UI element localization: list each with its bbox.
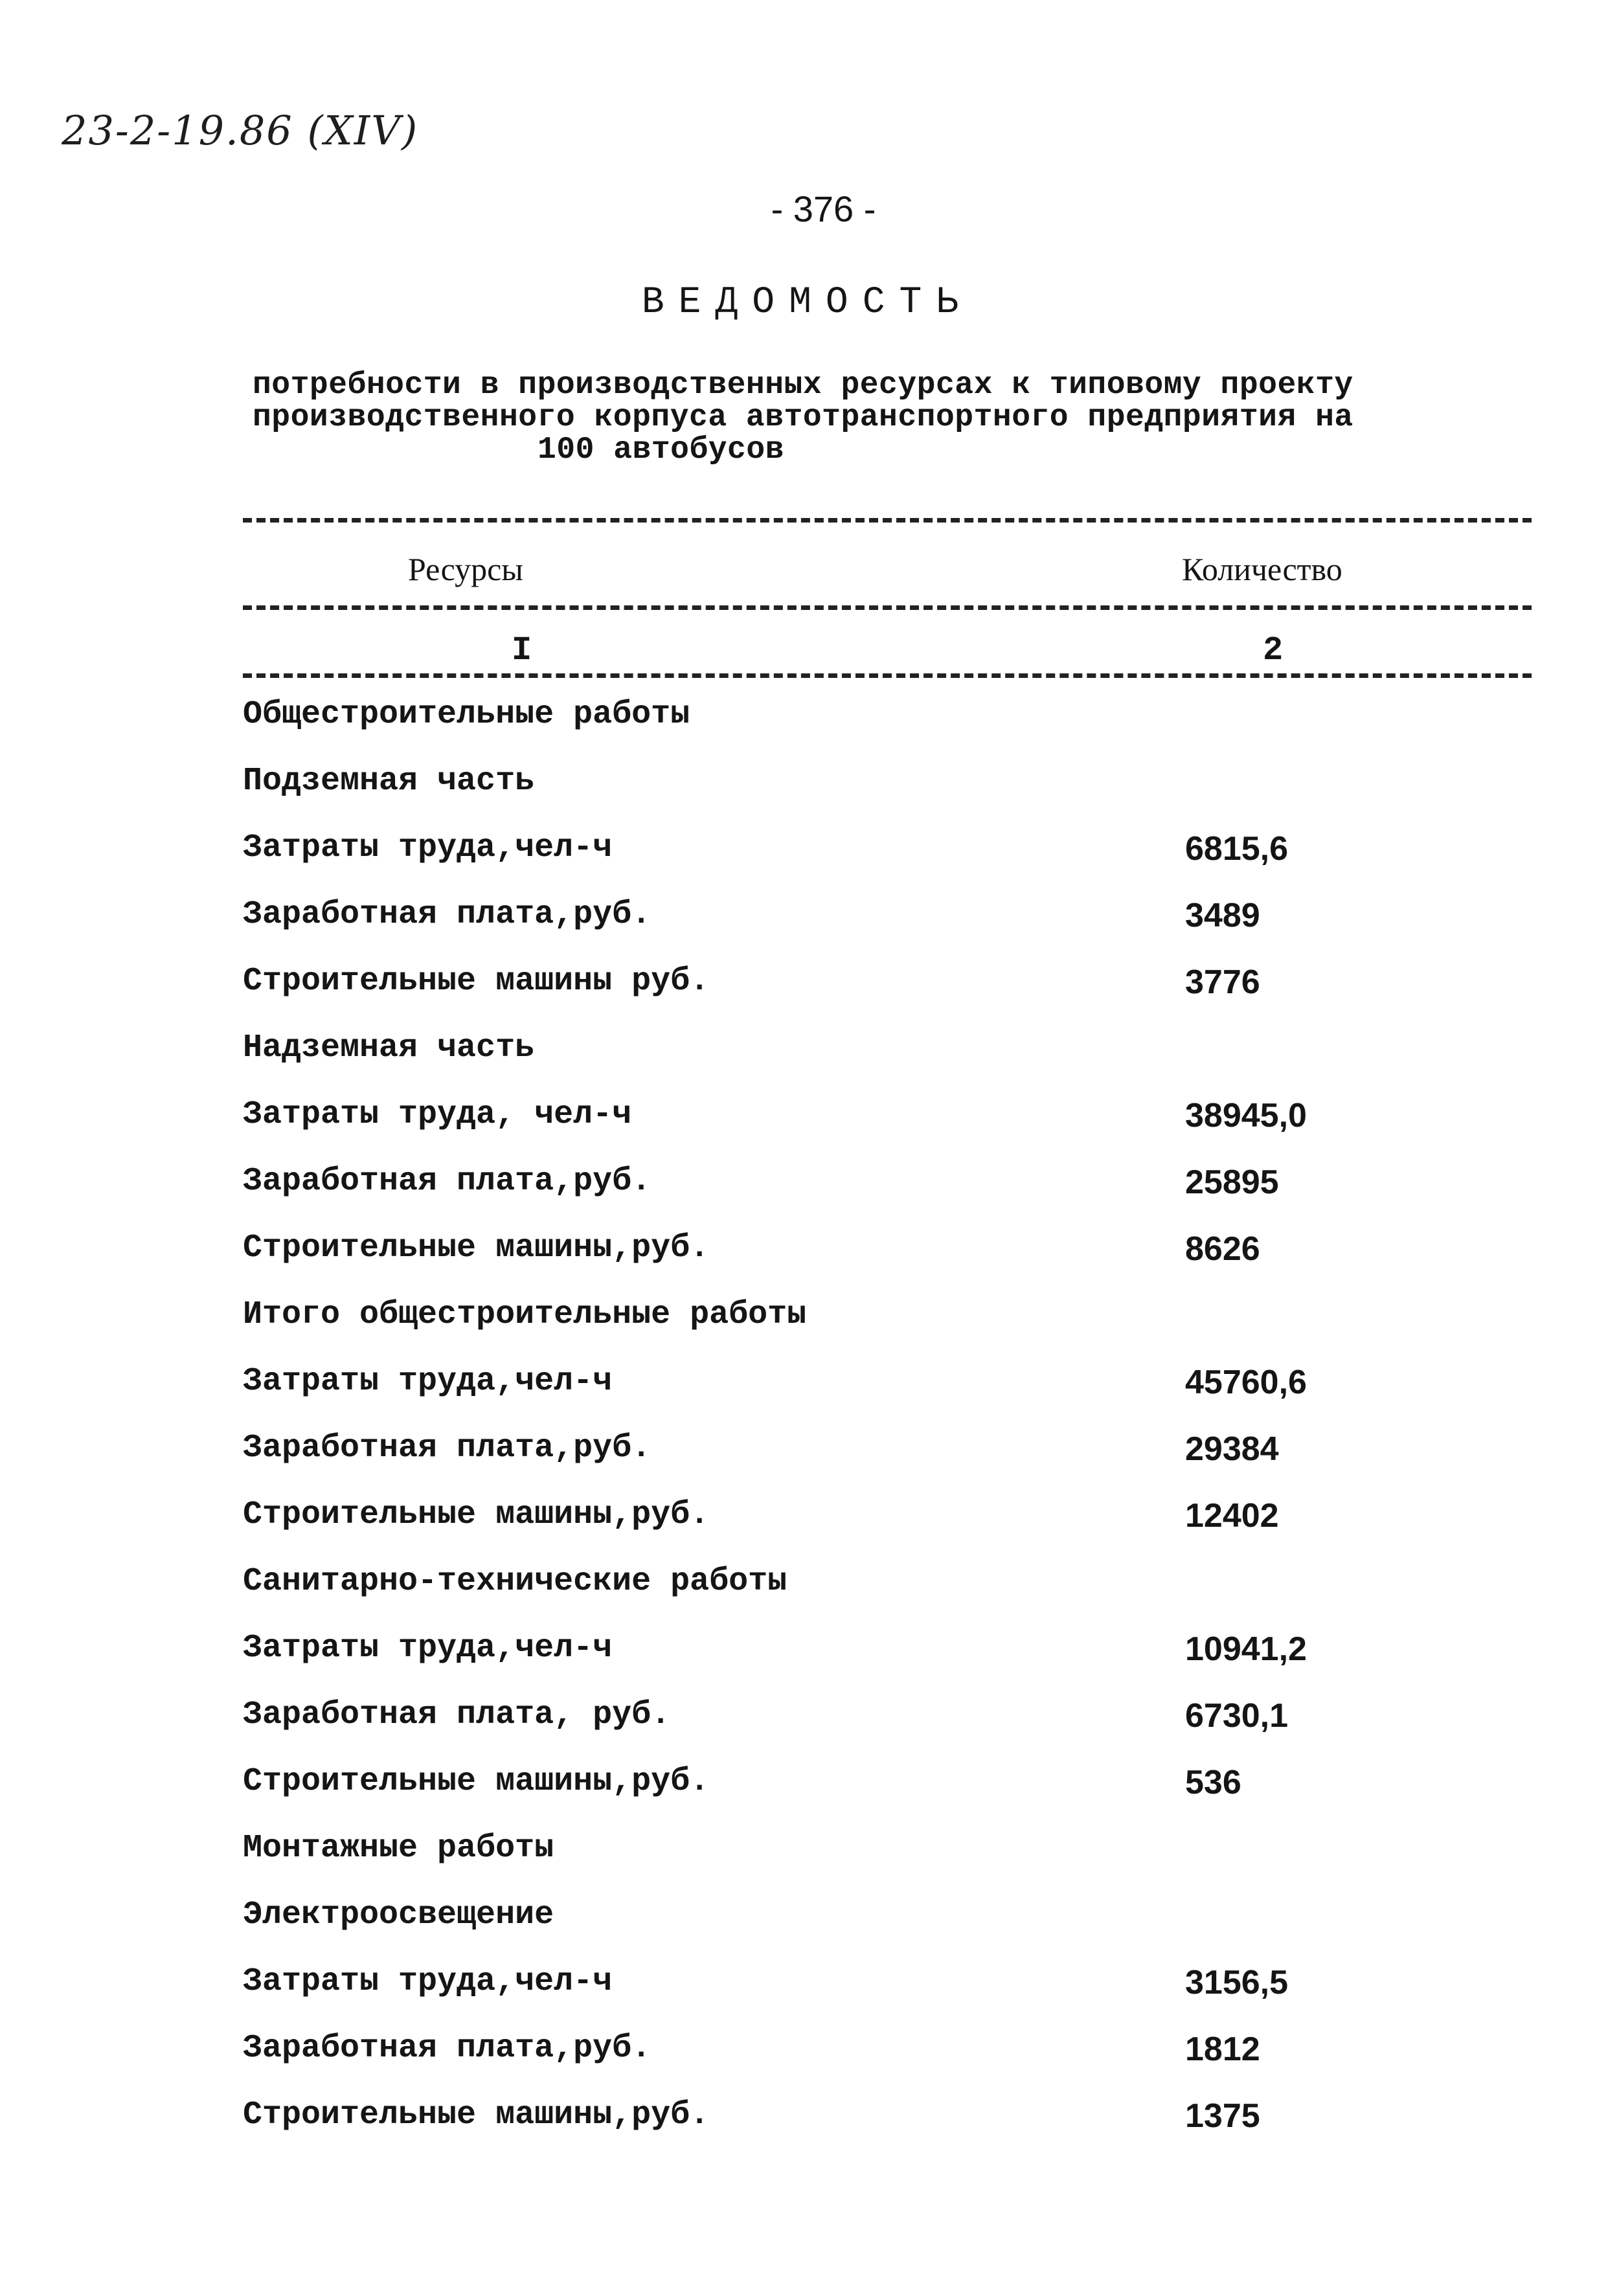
table-body xyxy=(0,696,1608,2163)
resource-label: Санитарно-технические работы xyxy=(243,1563,787,1600)
quantity-value: 3489 xyxy=(1185,897,1260,934)
table-top-rule xyxy=(243,518,1532,523)
document-code: 23-2-19.86 (XIV) xyxy=(62,107,419,154)
table-row xyxy=(0,2097,1608,2163)
resource-label: Подземная часть xyxy=(243,763,535,800)
quantity-value: 3156,5 xyxy=(1185,1964,1289,2001)
column-number-2: 2 xyxy=(1263,631,1284,670)
resource-label: Надземная часть xyxy=(243,1030,535,1066)
quantity-value: 25895 xyxy=(1185,1164,1279,1201)
table-row xyxy=(0,696,1608,763)
resource-label: Затраты труда,чел-ч xyxy=(243,1630,613,1667)
table-row xyxy=(0,896,1608,963)
column-header-quantity: Количество xyxy=(1182,551,1342,587)
resource-label: Итого общестроительные работы xyxy=(243,1296,807,1333)
quantity-value: 3776 xyxy=(1185,963,1260,1001)
table-row xyxy=(0,2030,1608,2097)
quantity-value: 12402 xyxy=(1185,1497,1279,1535)
resource-label: Затраты труда, чел-ч xyxy=(243,1096,632,1133)
quantity-value: 29384 xyxy=(1185,1430,1279,1468)
quantity-value: 6815,6 xyxy=(1185,830,1289,868)
document-title: ВЕДОМОСТЬ xyxy=(641,282,973,324)
table-row xyxy=(0,1363,1608,1430)
resource-label: Строительные машины руб. xyxy=(243,963,710,1000)
table-row xyxy=(0,1963,1608,2030)
table-numbering-rule xyxy=(243,673,1532,678)
table-row xyxy=(0,1630,1608,1696)
resource-label: Затраты труда,чел-ч xyxy=(243,1363,613,1400)
table-row xyxy=(0,1030,1608,1096)
subtitle-line: потребности в производственных ресурсах к типовому проекту xyxy=(253,368,1353,403)
resource-label: Строительные машины,руб. xyxy=(243,1763,710,1800)
resource-label: Заработная плата,руб. xyxy=(243,2030,651,2067)
resource-label: Строительные машины,руб. xyxy=(243,1230,710,1266)
resource-label: Затраты труда,чел-ч xyxy=(243,1963,613,2000)
quantity-value: 536 xyxy=(1185,1764,1241,1801)
resource-label: Заработная плата, руб. xyxy=(243,1696,671,1733)
resource-label: Заработная плата,руб. xyxy=(243,1430,651,1467)
table-row xyxy=(0,1563,1608,1630)
table-row xyxy=(0,1430,1608,1496)
quantity-value: 10941,2 xyxy=(1185,1630,1307,1668)
subtitle-line: 100 автобусов xyxy=(538,433,784,467)
table-row xyxy=(0,1230,1608,1296)
resource-label: Электроосвещение xyxy=(243,1896,554,1933)
table-row xyxy=(0,1696,1608,1763)
column-number-1: I xyxy=(512,631,532,670)
quantity-value: 1812 xyxy=(1185,2031,1260,2068)
table-row xyxy=(0,829,1608,896)
table-row xyxy=(0,1296,1608,1363)
table-row xyxy=(0,1896,1608,1963)
resource-label: Затраты труда,чел-ч xyxy=(243,829,613,866)
resource-label: Заработная плата,руб. xyxy=(243,1163,651,1200)
resource-label: Строительные машины,руб. xyxy=(243,2097,710,2133)
table-row xyxy=(0,1763,1608,1830)
quantity-value: 45760,6 xyxy=(1185,1364,1307,1401)
quantity-value: 1375 xyxy=(1185,2097,1260,2135)
column-header-resources: Ресурсы xyxy=(408,551,523,587)
page-number: - 376 - xyxy=(771,188,876,229)
table-row xyxy=(0,1830,1608,1896)
table-row xyxy=(0,963,1608,1030)
resource-label: Монтажные работы xyxy=(243,1830,554,1867)
table-header-rule xyxy=(243,605,1532,610)
document-subtitle xyxy=(253,369,1483,466)
resource-label: Заработная плата,руб. xyxy=(243,896,651,933)
table-row xyxy=(0,1496,1608,1563)
resource-label: Строительные машины,руб. xyxy=(243,1496,710,1533)
quantity-value: 8626 xyxy=(1185,1230,1260,1268)
subtitle-line: производственного корпуса автотранспортного предприятия на xyxy=(253,400,1353,435)
table-row xyxy=(0,1096,1608,1163)
quantity-value: 6730,1 xyxy=(1185,1697,1289,1735)
resource-label: Общестроительные работы xyxy=(243,696,690,733)
table-row xyxy=(0,1163,1608,1230)
table-row xyxy=(0,763,1608,829)
quantity-value: 38945,0 xyxy=(1185,1097,1307,1134)
